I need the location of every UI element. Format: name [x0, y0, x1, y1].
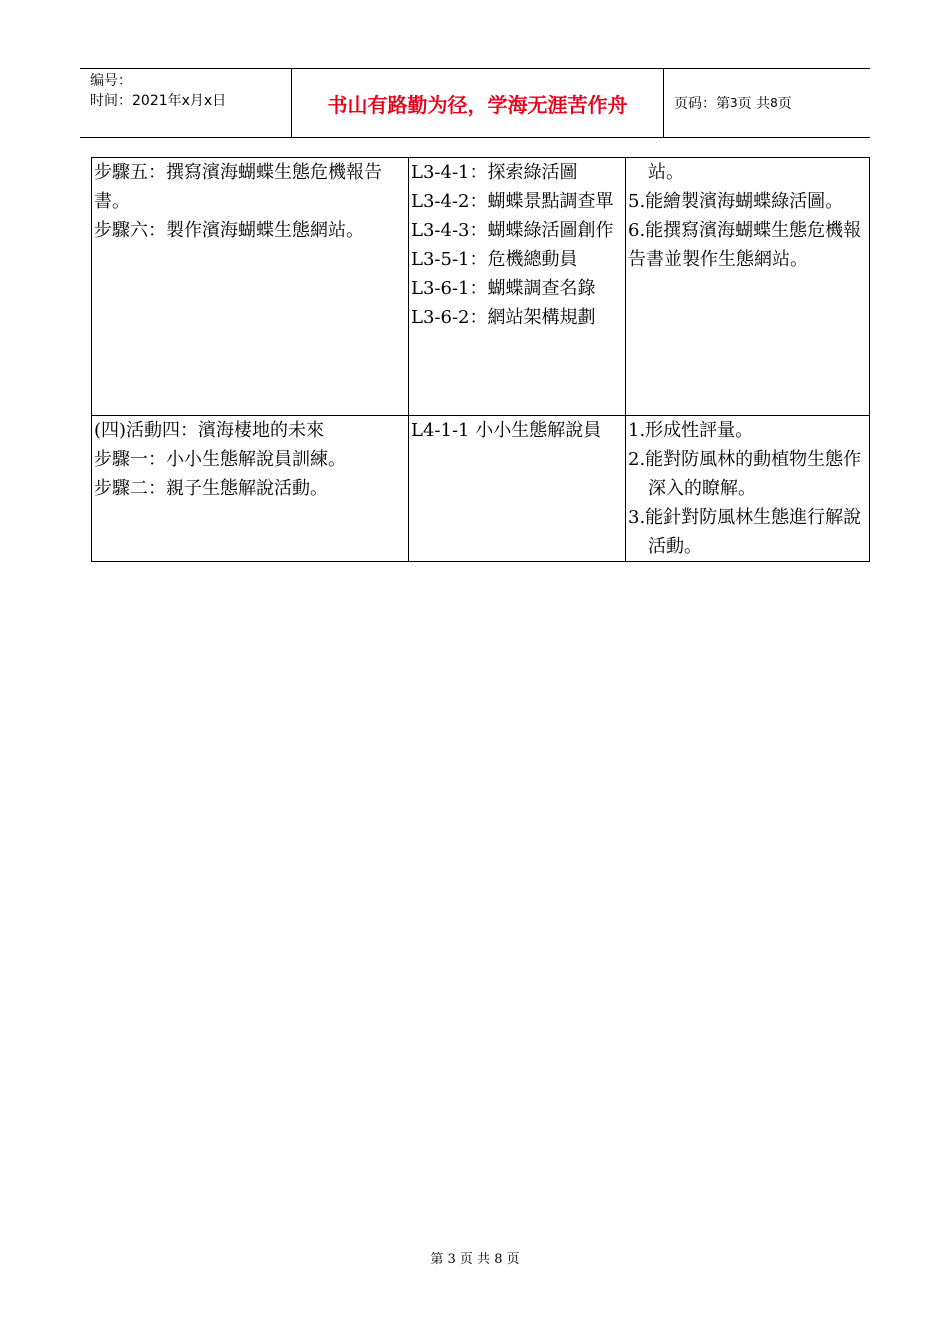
- step-text: 步驟二：親子生態解說活動。: [94, 478, 328, 499]
- step-text: (四)活動四：濱海棲地的未來: [94, 420, 325, 441]
- material-item: L3-6-2：網站架構規劃: [411, 307, 596, 328]
- step-text: 步驟一：小小生態解說員訓練。: [94, 449, 346, 470]
- page-footer: 第 3 页 共 8 页: [430, 1252, 520, 1267]
- time-label: 时间：2021年x月x日: [90, 93, 227, 109]
- step-text: 步驟五：撰寫濱海蝴蝶生態危機報告書。: [94, 162, 382, 212]
- table-row: [92, 158, 870, 416]
- page-header: [80, 68, 870, 138]
- page-suffix: 页: [777, 96, 792, 112]
- outcome-item: 1.形成性評量。: [628, 420, 754, 441]
- materials-cell: [409, 158, 626, 416]
- activity-table: [91, 157, 870, 562]
- steps-cell: [92, 158, 409, 416]
- materials-cell: [409, 416, 626, 562]
- outcome-item: 3.能針對防風林生態進行解說活動。: [628, 507, 862, 557]
- outcome-item: 站。: [648, 162, 684, 183]
- material-item: L3-6-1：蝴蝶調查名錄: [411, 278, 596, 299]
- outcome-item: 5.能繪製濱海蝴蝶綠活圖。: [628, 191, 844, 212]
- outcomes-cell: [626, 416, 870, 562]
- material-item: L4-1-1 小小生態解說員: [411, 420, 602, 441]
- material-item: L3-4-2：蝴蝶景點調查單: [411, 191, 614, 212]
- step-text: 步驟六：製作濱海蝴蝶生態網站。: [94, 220, 364, 241]
- page-mid: 页 共: [737, 96, 771, 112]
- material-item: L3-4-3：蝴蝶綠活圖創作: [411, 220, 614, 241]
- page-prefix: 页码：第: [674, 96, 730, 112]
- header-meta: [80, 69, 292, 137]
- header-motto: 书山有路勤为径，学海无涯苦作舟: [292, 69, 664, 137]
- table-row: [92, 416, 870, 562]
- steps-cell: [92, 416, 409, 562]
- outcomes-cell: [626, 158, 870, 416]
- header-page-info: [664, 69, 870, 137]
- number-label: 编号：: [90, 73, 132, 89]
- page-current: 3: [730, 96, 738, 110]
- material-item: L3-5-1：危機總動員: [411, 249, 578, 270]
- page-total: 8: [770, 96, 778, 110]
- outcome-item: 2.能對防風林的動植物生態作深入的瞭解。: [628, 449, 862, 499]
- material-item: L3-4-1：探索綠活圖: [411, 162, 578, 183]
- outcome-item: 6.能撰寫濱海蝴蝶生態危機報告書並製作生態網站。: [628, 220, 862, 270]
